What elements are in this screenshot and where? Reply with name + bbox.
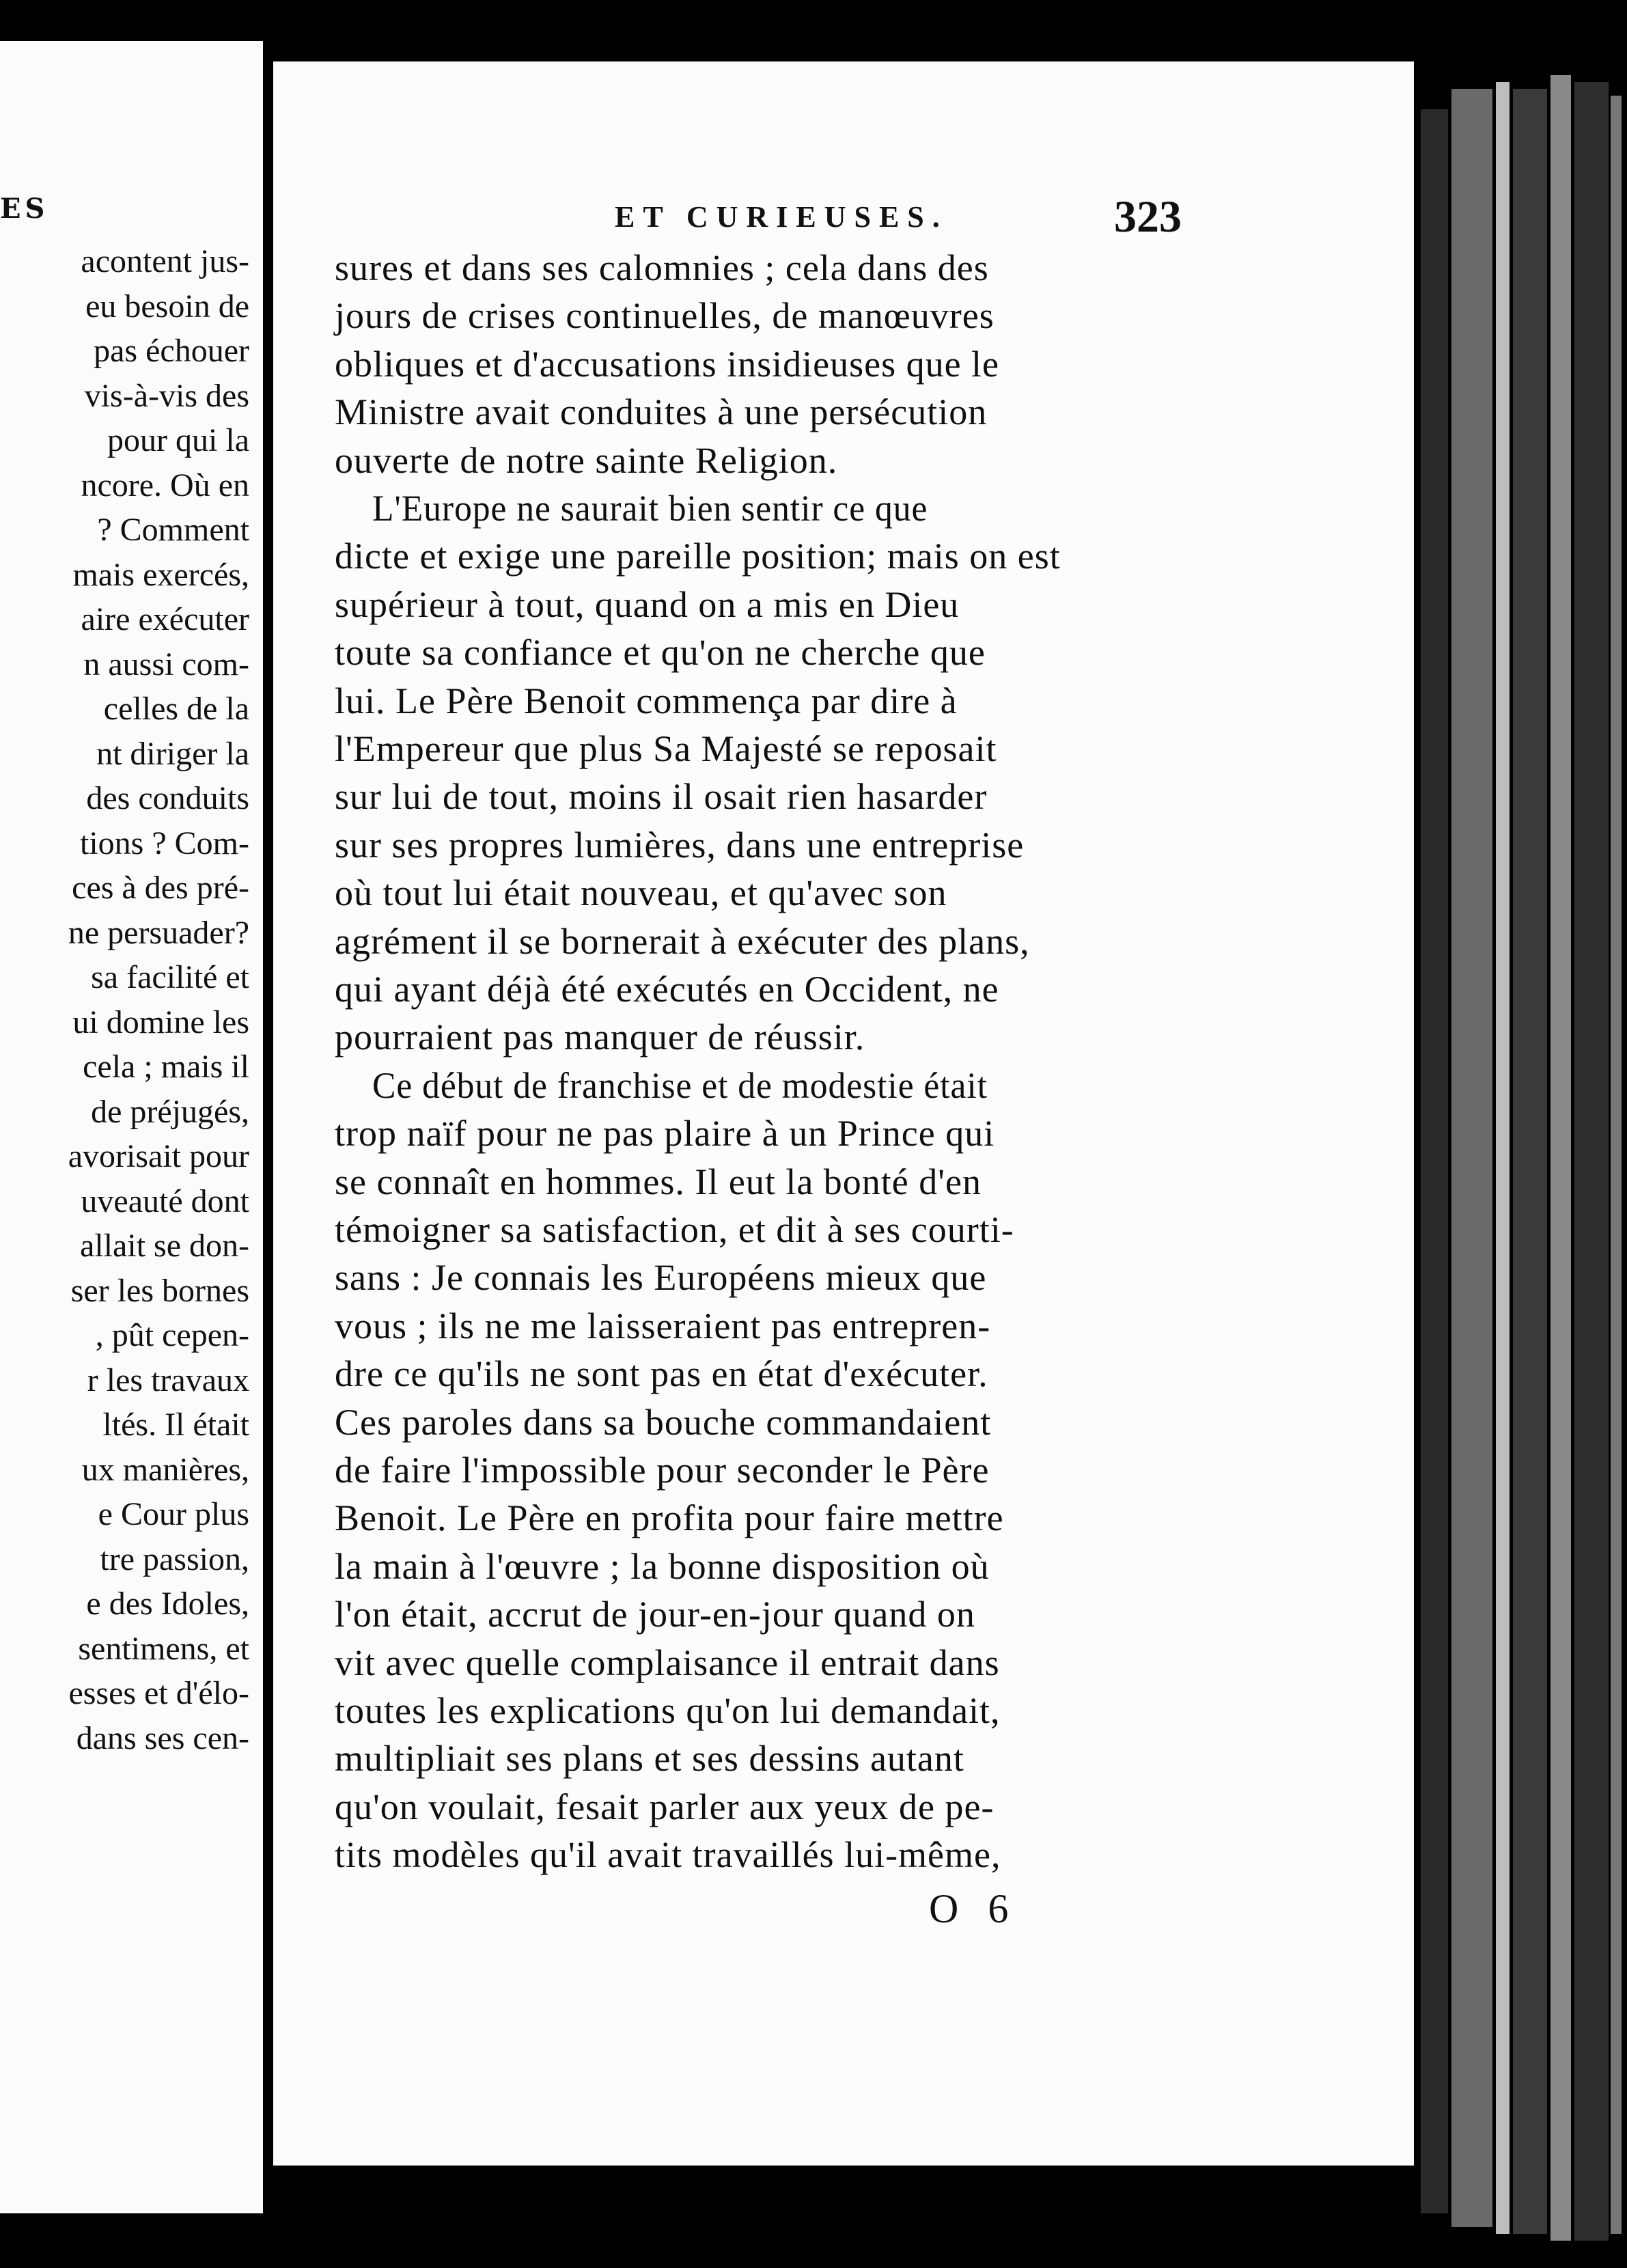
left-text-line: ncore. Où en (81, 467, 249, 503)
body-text-line: Benoit. Le Père en profita pour faire mettre (335, 1497, 1004, 1539)
body-text-line: L'Europe ne saurait bien sentir ce que (372, 488, 928, 529)
body-text-line: l'Empereur que plus Sa Majesté se reposait (335, 728, 997, 769)
body-text-line: se connaît en hommes. Il eut la bonté d'en (335, 1161, 982, 1202)
body-text-line: dre ce qu'ils ne sont pas en état d'exécuter. (335, 1353, 988, 1395)
left-text-line: pas échouer (94, 333, 249, 369)
body-text-line: toutes les explications qu'on lui demandait, (335, 1690, 1001, 1731)
body-text-line: sur ses propres lumières, dans une entreprise (335, 824, 1025, 866)
body-text-line: sures et dans ses calomnies ; cela dans des (335, 247, 989, 288)
body-text-line: agrément il se bornerait à exécuter des plans, (335, 920, 1030, 962)
running-head (342, 192, 1182, 242)
running-head-title: ET CURIEUSES. (615, 200, 948, 234)
signature-mark: O 6 (929, 1886, 1018, 1931)
body-text-line: Ces paroles dans sa bouche commandaient (335, 1401, 992, 1443)
left-text-line: celles de la (103, 691, 249, 727)
body-text-line: trop naïf pour ne pas plaire à un Prince qui (335, 1113, 995, 1154)
body-text-line: où tout lui était nouveau, et qu'avec son (335, 872, 947, 914)
left-text-line: e des Idoles, (86, 1586, 249, 1622)
left-page (0, 41, 263, 2213)
left-text-line: ux manières, (81, 1451, 249, 1488)
body-text-line: lui. Le Père Benoit commença par dire à (335, 680, 958, 721)
body-text-line: l'on était, accrut de jour-en-jour quand on (335, 1594, 975, 1635)
left-text-line: e Cour plus (98, 1496, 249, 1532)
body-text-line: la main à l'œuvre ; la bonne disposition où (335, 1545, 990, 1587)
body-text-line: sans : Je connais les Européens mieux que (335, 1257, 987, 1299)
left-text-line: tre passion, (100, 1540, 249, 1577)
left-text-line: mais exercés, (72, 556, 249, 593)
body-text-line: jours de crises continuelles, de manœuvres (335, 295, 995, 337)
body-text-line: sur lui de tout, moins il osait rien hasarder (335, 776, 988, 818)
body-text-line: qui ayant déjà été exécutés en Occident, ne (335, 969, 999, 1010)
left-text-line: nt diriger la (96, 735, 249, 772)
left-text-line: ltés. Il était (102, 1407, 249, 1443)
left-text-line: ser les bornes (70, 1272, 249, 1309)
page-edges (1414, 61, 1627, 2268)
left-text-line: esses et d'élo- (68, 1675, 249, 1711)
left-text-line: eu besoin de (85, 288, 249, 324)
body-text-line: toute sa confiance et qu'on ne cherche que (335, 632, 986, 674)
left-text-line: ui domine les (72, 1004, 249, 1040)
left-text-line: avorisait pour (68, 1138, 249, 1174)
left-text-line: uveauté dont (81, 1183, 249, 1219)
left-text-line: de préjugés, (91, 1093, 249, 1130)
body-text-line: Ce début de franchise et de modestie était (372, 1064, 988, 1106)
body-text-line: supérieur à tout, quand on a mis en Dieu (335, 583, 960, 625)
left-text-line: ces à des pré- (72, 870, 249, 906)
left-text-line: des conduits (86, 780, 249, 816)
left-text-line: cela ; mais il (83, 1049, 249, 1085)
body-text-line: ouverte de notre sainte Religion. (335, 439, 838, 481)
body-text-line: témoigner sa satisfaction, et dit à ses courti- (335, 1209, 1014, 1250)
left-text-line: dans ses cen- (76, 1719, 249, 1756)
body-text-line: vit avec quelle complaisance il entrait dans (335, 1642, 1000, 1683)
left-text-line: ? Comment (97, 512, 249, 548)
body-text-line: de faire l'impossible pour seconder le Père (335, 1450, 990, 1491)
left-text-line: aire exécuter (81, 601, 249, 637)
left-text-line: acontent jus- (81, 243, 249, 279)
body-text-line: dicte et exige une pareille position; mais on est (335, 536, 1061, 577)
body-text-line: obliques et d'accusations insidieuses que le (335, 343, 1000, 385)
body-text-line: vous ; ils ne me laisseraient pas entrepren- (335, 1305, 991, 1346)
left-text-line: n aussi com- (83, 646, 249, 682)
left-text-line: pour qui la (107, 422, 249, 458)
left-text-line: allait se don- (80, 1228, 249, 1264)
left-text-line: tions ? Com- (80, 825, 249, 861)
left-text-line: sentimens, et (78, 1630, 249, 1667)
left-text-line: vis-à-vis des (84, 377, 249, 414)
left-running-head-fragment: ES (0, 193, 49, 225)
body-text-line: pourraient pas manquer de réussir. (335, 1017, 865, 1058)
body-text-line: Ministre avait conduites à une persécution (335, 391, 988, 433)
left-text-line: sa facilité et (91, 959, 249, 995)
body-text-line: qu'on voulait, fesait parler aux yeux de pe- (335, 1786, 995, 1827)
left-text-line: ne persuader? (68, 914, 249, 951)
left-text-line: r les travaux (87, 1361, 249, 1398)
body-text-line: tits modèles qu'il avait travaillés lui-même, (335, 1834, 1001, 1876)
page-number: 323 (1114, 192, 1182, 242)
body-text-line: multipliait ses plans et ses dessins autant (335, 1738, 964, 1780)
left-text-line: , pût cepen- (95, 1317, 249, 1353)
